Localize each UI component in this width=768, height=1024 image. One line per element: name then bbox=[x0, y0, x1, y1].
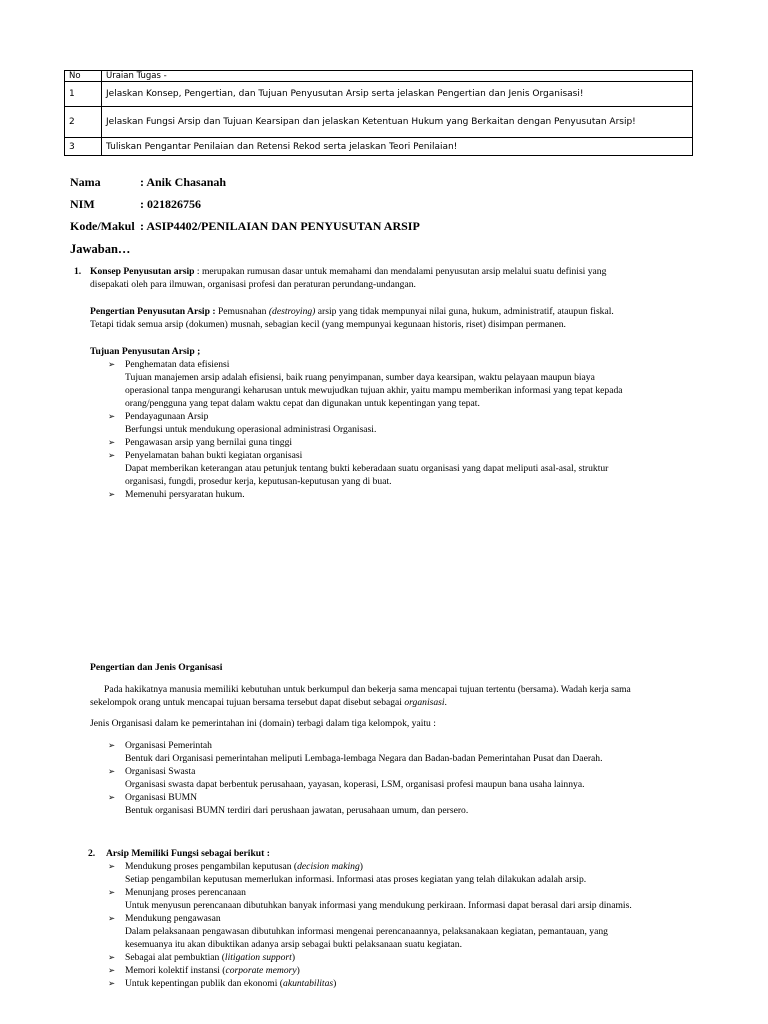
fungsi-text: Sebagai alat pembuktian ( bbox=[125, 952, 225, 963]
student-name bbox=[70, 175, 226, 190]
fungsi-italic: corporate memory bbox=[225, 965, 297, 976]
org-item-desc: Bentuk dari Organisasi pemerintahan meliputi Lembaga-lembaga Negara dan Badan-badan Pemerintahan Pusat dan Daerah. bbox=[125, 753, 603, 764]
konsep-term: Konsep Penyusutan arsip bbox=[90, 266, 195, 277]
pengertian-italic: (destroying) bbox=[268, 306, 316, 317]
fungsi-text: Mendukung proses pengambilan keputusan ( bbox=[125, 861, 298, 872]
fungsi-text-end: ) bbox=[296, 965, 300, 976]
name-label: Nama bbox=[70, 175, 101, 189]
tujuan-heading: Tujuan Penyusutan Arsip ; bbox=[90, 346, 201, 357]
row-task: Jelaskan Fungsi Arsip dan Tujuan Kearsipan dan jelaskan Ketentuan Hukum yang Berkaitan dengan Penyusutan Arsip! bbox=[102, 107, 693, 138]
fungsi-bullet-desc: Dalam pelaksanaan pengawasan dibutuhkan informasi mengenai perencanaannya, pelaksanakaan kegiatan, pemantauan, yang bbox=[125, 926, 608, 937]
pengertian-term: Pengertian Penyusutan Arsip : bbox=[90, 306, 218, 317]
tujuan-bullet-desc: orang/pengguna yang tepat dalam waktu cepat dan digunakan untuk kepentingan yang tepat. bbox=[125, 398, 480, 409]
fungsi-text-end: ) bbox=[291, 952, 296, 963]
org-heading: Pengertian dan Jenis Organisasi bbox=[90, 662, 223, 673]
section-number-2: 2. bbox=[88, 848, 96, 859]
konsep-text: : merupakan rumusan dasar untuk memahami dan mendalami penyusutan arsip melalui suatu definisi yang bbox=[194, 266, 607, 277]
row-number: 3 bbox=[65, 138, 102, 156]
arrowhead-bullet-icon: ➢ bbox=[108, 979, 116, 989]
tujuan-bullet-title: Memenuhi persyaratan hukum. bbox=[125, 489, 245, 500]
tujuan-bullet-title: Pengawasan arsip yang bernilai guna tinggi bbox=[125, 437, 293, 448]
arrowhead-bullet-icon: ➢ bbox=[108, 888, 116, 898]
arrowhead-bullet-icon: ➢ bbox=[108, 360, 116, 370]
fungsi-bullet-title: Mendukung pengawasan bbox=[125, 913, 221, 924]
fungsi-bullet-desc: Untuk menyusun perencanaan dibutuhkan banyak informasi yang mendukung perkiraan. Informasi dapat berasal dari arsip dinamis. bbox=[125, 900, 632, 911]
org-para1-end: . bbox=[444, 697, 447, 708]
table-row bbox=[65, 82, 693, 107]
task-table bbox=[64, 70, 693, 156]
org-para1-text: sekelompok orang untuk mencapai tujuan bersama tersebut dapat disebut sebagai bbox=[90, 697, 405, 708]
fungsi-italic: akuntabilitas bbox=[283, 978, 334, 989]
fungsi-italic: decision making bbox=[297, 861, 360, 872]
konsep-line-2: disepakati oleh para ilmuwan, organisasi profesi dan peraturan perundang-undangan. bbox=[90, 279, 416, 290]
section-number-1: 1. bbox=[74, 266, 82, 277]
pengertian-line-1 bbox=[90, 306, 614, 319]
arrowhead-bullet-icon: ➢ bbox=[108, 862, 116, 872]
org-para1-line2 bbox=[90, 697, 447, 710]
arrowhead-bullet-icon: ➢ bbox=[108, 438, 116, 448]
table-row bbox=[65, 138, 693, 156]
arrowhead-bullet-icon: ➢ bbox=[108, 953, 116, 963]
org-item-title: Organisasi BUMN bbox=[125, 792, 198, 803]
course-label: Kode/Makul bbox=[70, 219, 135, 233]
table-header-row bbox=[65, 71, 693, 82]
arrowhead-bullet-icon: ➢ bbox=[108, 490, 116, 500]
fungsi-bullet-title bbox=[125, 978, 336, 991]
tujuan-bullet-desc: operasional tanpa mengurangi keharusan untuk mewujudkan tujuan akhir, yaitu mampu memberikan informasi yang tepat kepada bbox=[125, 385, 623, 396]
course-code bbox=[70, 219, 420, 234]
pengertian-line-2: Tetapi tidak semua arsip (dokumen) musnah, sebagian kecil (yang mempunyai kegunaan historis, riset) disimpan permanen. bbox=[90, 319, 566, 330]
tujuan-bullet-title: Pendayagunaan Arsip bbox=[125, 411, 209, 422]
org-item-title: Organisasi Pemerintah bbox=[125, 740, 212, 751]
org-para2: Jenis Organisasi dalam ke pemerintahan ini (domain) terbagi dalam tiga kelompok, yaitu : bbox=[90, 718, 436, 729]
fungsi-bullet-desc: Setiap pengambilan keputusan memerlukan informasi. Informasi atas proses kegiatan yang telah dilakukan adalah arsip. bbox=[125, 874, 587, 885]
fungsi-italic: litigation support bbox=[224, 952, 292, 963]
org-para1-italic: organisasi bbox=[404, 697, 445, 708]
tujuan-bullet-desc: organisasi, fungdi, prosedur kerja, keputusan-keputusan yang di buat. bbox=[125, 476, 392, 487]
fungsi-text: Untuk kepentingan publik dan ekonomi ( bbox=[125, 978, 284, 989]
row-number: 2 bbox=[65, 107, 102, 138]
org-para1-line1: Pada hakikatnya manusia memiliki kebutuhan untuk berkumpul dan bekerja sama mencapai tujuan tertentu (bersama). Wadah kerja sama bbox=[104, 684, 631, 695]
fungsi-bullet-title bbox=[125, 861, 363, 874]
arrowhead-bullet-icon: ➢ bbox=[108, 793, 116, 803]
name-value: : Anik Chasanah bbox=[140, 175, 227, 189]
course-value: : ASIP4402/PENILAIAN DAN PENYUSUTAN ARSIP bbox=[140, 219, 420, 233]
konsep-line-1 bbox=[90, 266, 606, 279]
org-item-desc: Bentuk organisasi BUMN terdiri dari perushaan jawatan, perusahaan umum, dan persero. bbox=[125, 805, 469, 816]
arrowhead-bullet-icon: ➢ bbox=[108, 451, 116, 461]
fungsi-bullet-title bbox=[125, 952, 295, 965]
arrowhead-bullet-icon: ➢ bbox=[108, 767, 116, 777]
fungsi-text-end: ) bbox=[359, 861, 363, 872]
nim-label: NIM bbox=[70, 197, 95, 211]
arrowhead-bullet-icon: ➢ bbox=[108, 741, 116, 751]
fungsi-text-end: ) bbox=[333, 978, 337, 989]
table-row bbox=[65, 107, 693, 138]
answer-heading: Jawaban… bbox=[70, 242, 131, 256]
arrowhead-bullet-icon: ➢ bbox=[108, 412, 116, 422]
fungsi-bullet-title: Menunjang proses perencanaan bbox=[125, 887, 246, 898]
nim-value: : 021826756 bbox=[140, 197, 201, 211]
pengertian-text-b: arsip yang tidak mempunyai nilai guna, hukum, administratif, ataupun fiskal. bbox=[315, 306, 614, 317]
arrowhead-bullet-icon: ➢ bbox=[108, 914, 116, 924]
header-no: No bbox=[65, 71, 102, 82]
student-nim bbox=[70, 197, 201, 212]
fungsi-bullet-title bbox=[125, 965, 300, 978]
tujuan-bullet-title: Penyelamatan bahan bukti kegiatan organisasi bbox=[125, 450, 303, 461]
fungsi-bullet-desc: kesemuanya itu akan dibuktikan adanya arsip sebagai bukti pelaksanaan suatu kegiatan. bbox=[125, 939, 462, 950]
fungsi-heading: Arsip Memiliki Fungsi sebagai berikut : bbox=[106, 848, 270, 859]
tujuan-bullet-desc: Berfungsi untuk mendukung operasional administrasi Organisasi. bbox=[125, 424, 377, 435]
tujuan-bullet-title: Penghematan data efisiensi bbox=[125, 359, 230, 370]
row-task: Tuliskan Pengantar Penilaian dan Retensi Rekod serta jelaskan Teori Penilaian! bbox=[102, 138, 693, 156]
org-item-desc: Organisasi swasta dapat berbentuk perusahaan, yayasan, koperasi, LSM, organisasi profesi maupun bana usaha lainnya. bbox=[125, 779, 585, 790]
tujuan-bullet-desc: Tujuan manajemen arsip adalah efisiensi, baik ruang penyimpanan, sumber daya kearsipan, waktu pelayaan maupun biaya bbox=[125, 372, 595, 383]
header-task: Uraian Tugas - bbox=[102, 71, 693, 82]
arrowhead-bullet-icon: ➢ bbox=[108, 966, 116, 976]
fungsi-text: Memori kolektif instansi ( bbox=[125, 965, 226, 976]
org-item-title: Organisasi Swasta bbox=[125, 766, 196, 777]
row-task: Jelaskan Konsep, Pengertian, dan Tujuan Penyusutan Arsip serta jelaskan Pengertian dan Jenis Organisasi! bbox=[102, 82, 693, 107]
tujuan-bullet-desc: Dapat memberikan keterangan atau petunjuk tentang bukti keberadaan suatu organisasi yang dapat meliputi asal-asal, struktur bbox=[125, 463, 609, 474]
pengertian-text-a: Pemusnahan bbox=[217, 306, 269, 317]
row-number: 1 bbox=[65, 82, 102, 107]
